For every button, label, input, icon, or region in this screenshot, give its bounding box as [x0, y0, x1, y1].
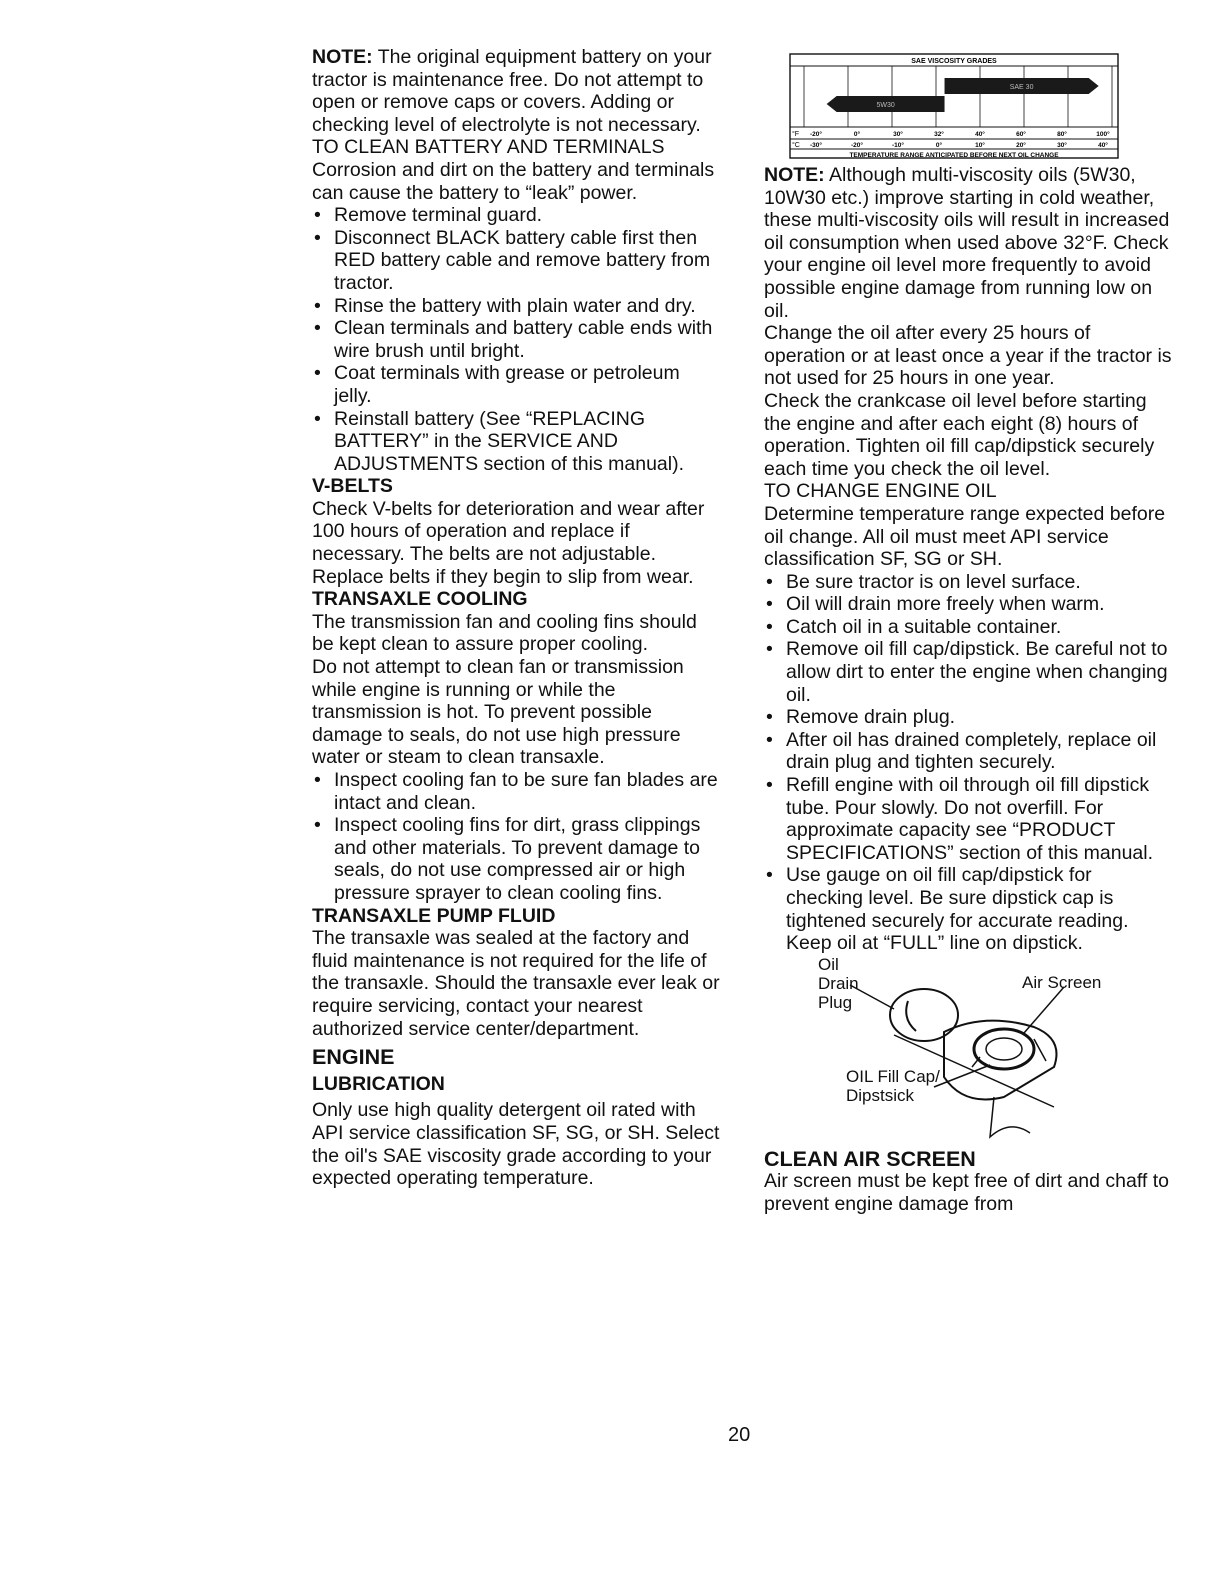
battery-note: NOTE: The original equipment battery on your tractor is maintenance free. Do not attempt to open or remove caps or covers. Adding or checking level of electrolyte is not necessary. [312, 46, 712, 136]
transaxle-cooling-heading: TRANSAXLE COOLING [312, 588, 528, 611]
clean-battery-heading: TO CLEAN BATTERY AND TERMINALS [312, 136, 665, 159]
transaxle-cooling-p2: Do not attempt to clean fan or transmission while engine is running or while the transmission is hot. To prevent possible damage to seals, do not use high pressure water or steam to clean transaxle. [312, 656, 684, 769]
c-tick-label: 20° [1016, 142, 1026, 149]
viscosity-note: NOTE: Although multi-viscosity oils (5W30, 10W30 etc.) improve starting in cold weather, these multi-viscosity oils will result in increased oil consumption when used above 32°F. Check your engine oil level more frequently to avoid possible engine damage from running low on oil. [764, 164, 1170, 322]
change-oil-p2: Check the crankcase oil level before starting the engine and after each eight (8) hours of operation. Tighten oil fill cap/dipstick securely each time you check the oil level. [764, 389, 1155, 480]
c-tick-label: 30° [1057, 142, 1067, 149]
f-tick-label: 30° [893, 131, 903, 138]
list-item: • Disconnect BLACK battery cable first then RED battery cable and remove battery from tractor. [312, 227, 722, 295]
transaxle-cooling-list [312, 769, 722, 905]
list-item: • Reinstall battery (See “REPLACING BATTERY” in the SERVICE AND ADJUSTMENTS section of this manual). [312, 408, 722, 476]
right-column [764, 52, 1174, 1216]
c-tick-label: 40° [1098, 142, 1108, 149]
clean-battery-intro: Corrosion and dirt on the battery and terminals can cause the battery to “leak” power. [312, 158, 715, 204]
f-tick-label: 40° [975, 131, 985, 138]
chart-bar-sae-30 [945, 78, 1099, 94]
c-unit-label: °C [792, 142, 800, 149]
list-item: • Coat terminals with grease or petroleum jelly. [312, 362, 722, 407]
list-item: • Rinse the battery with plain water and dry. [312, 295, 722, 318]
fig-label-screen: Air Screen [1022, 972, 1102, 992]
chart-title: SAE VISCOSITY GRADES [911, 58, 997, 65]
list-item: • Remove terminal guard. [312, 204, 722, 227]
engine-oil-figure [794, 954, 1124, 1142]
fig-label-drain: Oil Drain Plug [818, 954, 859, 1012]
c-tick-label: -30° [810, 142, 822, 149]
f-tick-label: 0° [853, 131, 861, 138]
chart-bar-label: 5W30 [876, 102, 895, 109]
viscosity-chart [764, 52, 1120, 162]
chart-bar-label: SAE 30 [1009, 84, 1034, 91]
f-unit-label: °F [792, 131, 800, 138]
f-tick-label: 32° [934, 131, 944, 138]
list-item: • Remove drain plug. [764, 706, 1174, 729]
transaxle-pump-text: The transaxle was sealed at the factory and fluid maintenance is not required for the life of the transaxle. Should the transaxle ever leak or require servicing, contact your nearest authorized service center/department. [312, 927, 720, 1040]
change-oil-heading: TO CHANGE ENGINE OIL [764, 480, 997, 503]
list-item: • After oil has drained completely, replace oil drain plug and tighten securely. [764, 729, 1174, 774]
left-column [312, 46, 722, 1190]
lubrication-heading: LUBRICATION [312, 1072, 445, 1095]
list-item: • Catch oil in a suitable container. [764, 616, 1174, 639]
c-tick-label: -10° [892, 142, 904, 149]
list-item: • Remove oil fill cap/dipstick. Be careful not to allow dirt to enter the engine when changing oil. [764, 638, 1174, 706]
fig-label-fill: OIL Fill Cap/ Dipstsick [846, 1066, 940, 1105]
f-tick-label: 80° [1057, 131, 1067, 138]
transaxle-pump-heading: TRANSAXLE PUMP FLUID [312, 904, 556, 927]
list-item: • Be sure tractor is on level surface. [764, 571, 1174, 594]
change-oil-intro: Determine temperature range expected before oil change. All oil must meet API service classification SF, SG or SH. [764, 502, 1166, 571]
vbelts-text: Check V-belts for deterioration and wear after 100 hours of operation and replace if necessary. The belts are not adjustable. Replace belts if they begin to slip from wear. [312, 497, 705, 588]
lubrication-text: Only use high quality detergent oil rated with API service classification SF, SG, or SH. Select the oil's SAE viscosity grade according to your expected operating temperature. [312, 1099, 720, 1190]
transaxle-cooling-p1: The transmission fan and cooling fins should be kept clean to assure proper cooling. [312, 610, 697, 656]
c-tick-label: 10° [975, 142, 985, 149]
c-tick-label: -20° [851, 142, 863, 149]
page-number: 20 [728, 1424, 751, 1446]
vbelts-heading: V-BELTS [312, 475, 393, 498]
list-item: • Oil will drain more freely when warm. [764, 593, 1174, 616]
list-item: • Inspect cooling fins for dirt, grass clippings and other materials. To prevent damage to seals, do not use compressed air or high pressure sprayer to clean cooling fins. [312, 814, 722, 904]
f-tick-label: 100° [1096, 131, 1110, 138]
chart-xlabel: TEMPERATURE RANGE ANTICIPATED BEFORE NEXT OIL CHANGE [849, 152, 1059, 159]
clean-battery-list [312, 204, 722, 475]
change-oil-list [764, 571, 1174, 955]
clean-air-screen-heading: CLEAN AIR SCREEN [764, 1146, 976, 1171]
clean-air-screen-text: Air screen must be kept free of dirt and chaff to prevent engine damage from [764, 1170, 1170, 1215]
list-item: • Refill engine with oil through oil fill dipstick tube. Pour slowly. Do not overfill. For approximate capacity see “PRODUCT SPECIFICATIONS” section of this manual. [764, 774, 1174, 864]
list-item: • Use gauge on oil fill cap/dipstick for checking level. Be sure dipstick cap is tightened securely for accurate reading. Keep oil at “FULL” line on dipstick. [764, 864, 1174, 954]
f-tick-label: -20° [810, 131, 822, 138]
change-oil-p1: Change the oil after every 25 hours of operation or at least once a year if the tractor is not used for 25 hours in one year. [764, 322, 1172, 390]
chart-bar-5w30 [827, 96, 945, 112]
engine-heading: ENGINE [312, 1045, 395, 1070]
list-item: • Clean terminals and battery cable ends with wire brush until bright. [312, 317, 722, 362]
list-item: • Inspect cooling fan to be sure fan blades are intact and clean. [312, 769, 722, 814]
c-tick-label: 0° [935, 142, 943, 149]
f-tick-label: 60° [1016, 131, 1026, 138]
